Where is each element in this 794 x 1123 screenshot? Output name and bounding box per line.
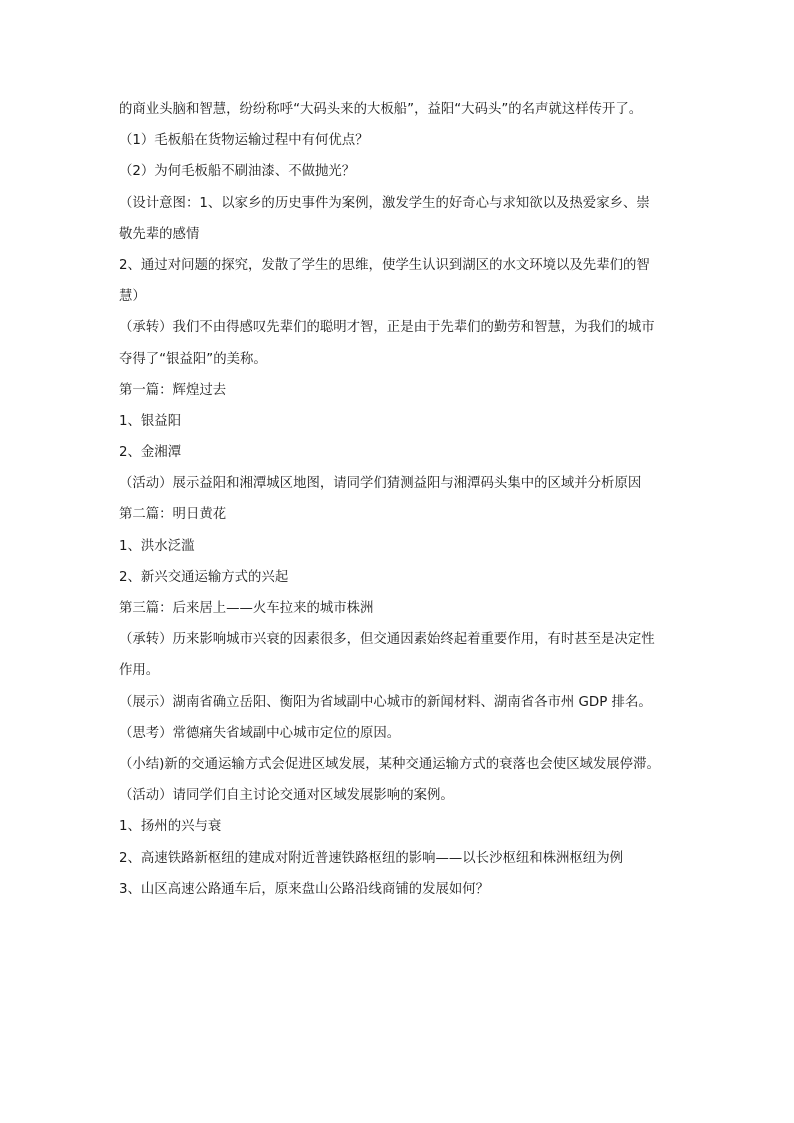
activity-2-line: （活动）请同学们自主讨论交通对区域发展影响的案例。 bbox=[119, 788, 454, 804]
design-intent-line-3: 2、通过对问题的探究，发散了学生的思维，使学生认识到湖区的水文环境以及先辈们的智 bbox=[119, 257, 650, 273]
case-2: 2、高速铁路新枢纽的建成对附近普速铁路枢纽的影响——以长沙枢纽和株洲枢纽为例 bbox=[119, 850, 623, 866]
section-1-heading: 第一篇：辉煌过去 bbox=[119, 382, 227, 398]
transition-2-line-1: （承转）历来影响城市兴衰的因素很多，但交通因素始终起着重要作用，有时甚至是决定性 bbox=[119, 632, 655, 648]
design-intent-line-1: （设计意图：1、以家乡的历史事件为案例，激发学生的好奇心与求知欲以及热爱家乡、崇 bbox=[119, 195, 650, 211]
section-3-heading: 第三篇：后来居上——火车拉来的城市株洲 bbox=[119, 601, 374, 616]
case-3: 3、山区高速公路通车后，原来盘山公路沿线商铺的发展如何？ bbox=[119, 881, 490, 897]
think-line: （思考）常德痛失省域副中心城市定位的原因。 bbox=[119, 725, 401, 741]
design-intent-line-4: 慧） bbox=[119, 289, 146, 305]
transition-line-2: 夺得了“银益阳”的美称。 bbox=[119, 351, 267, 367]
section-1-item-2: 2、金湘潭 bbox=[119, 445, 182, 461]
section-1-item-1: 1、银益阳 bbox=[119, 413, 182, 429]
transition-2-line-2: 作用。 bbox=[119, 663, 160, 679]
paragraph-line: 的商业头脑和智慧，纷纷称呼“大码头来的大板船”，益阳“大码头”的名声就这样传开了。 bbox=[119, 102, 643, 117]
summary-line: （小结)新的交通运输方式会促进区域发展，某种交通运输方式的衰落也会使区域发展停滞。 bbox=[119, 756, 660, 772]
question-2: （2）为何毛板船不刷油漆、不做抛光？ bbox=[119, 164, 356, 180]
case-1: 1、扬州的兴与衰 bbox=[119, 819, 222, 835]
design-intent-line-2: 敬先辈的感情 bbox=[119, 226, 200, 242]
section-2-item-1: 1、洪水泛滥 bbox=[119, 538, 195, 554]
document-body bbox=[119, 99, 679, 910]
section-2-heading: 第二篇：明日黄花 bbox=[119, 507, 227, 523]
question-1: （1）毛板船在货物运输过程中有何优点？ bbox=[119, 133, 369, 149]
transition-line-1: （承转）我们不由得感叹先辈们的聪明才智，正是由于先辈们的勤劳和智慧，为我们的城市 bbox=[119, 320, 655, 336]
section-2-item-2: 2、新兴交通运输方式的兴起 bbox=[119, 569, 289, 585]
display-line: （展示）湖南省确立岳阳、衡阳为省域副中心城市的新闻材料、湖南省各市州 GDP 排名。 bbox=[119, 694, 652, 710]
activity-line: （活动）展示益阳和湘潭城区地图，请同学们猜测益阳与湘潭码头集中的区域并分析原因 bbox=[119, 476, 642, 492]
